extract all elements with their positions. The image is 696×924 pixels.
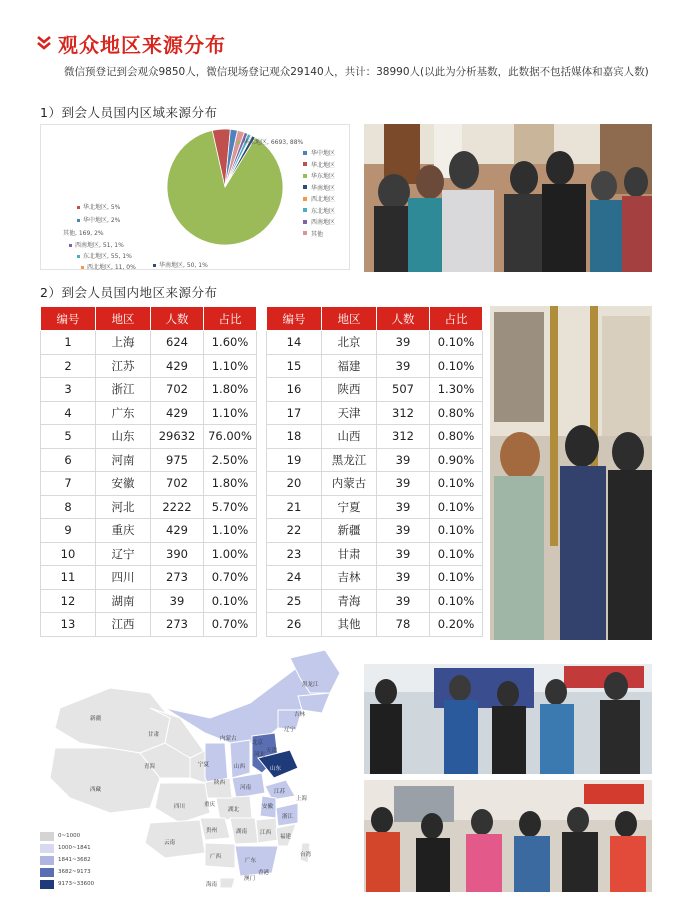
map-legend-swatch (40, 832, 54, 841)
col-header-index: 编号 (267, 307, 322, 331)
pie-label-dongbei: 东北地区, 55, 1% (77, 251, 132, 260)
region-pie-chart (40, 124, 350, 270)
double-chevron-down-icon (36, 35, 52, 51)
pie-label-qita: 其他, 169, 2% (63, 230, 104, 237)
svg-text:天津: 天津 (266, 748, 278, 754)
table-header-row (267, 307, 483, 331)
cell-region: 广东 (96, 401, 151, 425)
col-header-count: 人数 (151, 307, 204, 331)
cell-index: 22 (267, 519, 322, 543)
table-row (41, 495, 257, 519)
legend-swatch (303, 220, 307, 224)
cell-region: 辽宁 (96, 542, 151, 566)
cell-count: 39 (377, 566, 430, 590)
col-header-index: 编号 (41, 307, 96, 331)
cell-share: 1.30% (430, 378, 483, 402)
cell-share: 0.10% (430, 354, 483, 378)
svg-text:贵州: 贵州 (206, 828, 218, 834)
table-row (41, 542, 257, 566)
cell-share: 0.10% (430, 519, 483, 543)
svg-text:青海: 青海 (144, 764, 156, 770)
table-row (267, 401, 483, 425)
table-row (267, 519, 483, 543)
svg-text:浙江: 浙江 (282, 814, 294, 820)
svg-text:山西: 山西 (234, 764, 246, 770)
cell-share: 1.60% (204, 331, 257, 355)
map-legend-label: 1841~3682 (58, 857, 91, 863)
cell-region: 其他 (322, 613, 377, 637)
cell-region: 重庆 (96, 519, 151, 543)
table-row (41, 378, 257, 402)
cell-share: 0.80% (430, 425, 483, 449)
legend-label: 华中地区 (311, 150, 336, 158)
pie-label-dot (81, 266, 84, 269)
cell-share: 0.10% (430, 589, 483, 613)
legend-swatch (303, 208, 307, 212)
table-row (41, 401, 257, 425)
cell-region: 河南 (96, 448, 151, 472)
svg-text:江西: 江西 (260, 830, 272, 836)
map-legend-swatch (40, 856, 54, 865)
pie-svg (41, 125, 301, 271)
cell-count: 39 (151, 589, 204, 613)
cell-share: 1.10% (204, 354, 257, 378)
pie-label-dot (77, 255, 80, 258)
map-legend-swatch (40, 880, 54, 889)
table-row (41, 613, 257, 637)
cell-share: 0.70% (204, 566, 257, 590)
cell-count: 29632 (151, 425, 204, 449)
cell-share: 0.90% (430, 448, 483, 472)
cell-region: 湖南 (96, 589, 151, 613)
cell-index: 23 (267, 542, 322, 566)
map-legend-label: 9173~33600 (58, 881, 95, 887)
col-header-region: 地区 (322, 307, 377, 331)
cell-region: 浙江 (96, 378, 151, 402)
svg-text:新疆: 新疆 (90, 716, 102, 722)
exhibition-photo-4 (364, 780, 652, 892)
cell-count: 39 (377, 472, 430, 496)
cell-region: 黑龙江 (322, 448, 377, 472)
legend-label: 西南地区 (311, 219, 336, 227)
cell-index: 16 (267, 378, 322, 402)
cell-count: 507 (377, 378, 430, 402)
cell-count: 702 (151, 378, 204, 402)
pie-label-dot (153, 264, 156, 267)
cell-count: 702 (151, 472, 204, 496)
legend-swatch (303, 197, 307, 201)
cell-share: 2.50% (204, 448, 257, 472)
cell-count: 429 (151, 519, 204, 543)
svg-text:西藏: 西藏 (90, 787, 102, 793)
table-row (267, 495, 483, 519)
cell-count: 78 (377, 613, 430, 637)
cell-share: 0.10% (430, 542, 483, 566)
cell-count: 429 (151, 401, 204, 425)
exhibition-photo-3 (364, 664, 652, 774)
map-legend-label: 3682~9173 (58, 869, 91, 875)
pie-legend-item (303, 216, 335, 228)
cell-region: 山东 (96, 425, 151, 449)
page-title: 观众地区来源分布 (58, 32, 226, 57)
table-body-left (41, 331, 257, 637)
svg-text:香港: 香港 (258, 870, 270, 876)
table-row (267, 354, 483, 378)
legend-swatch (303, 162, 307, 166)
section-1-title: 1）到会人员国内区域来源分布 (40, 105, 218, 120)
col-header-region: 地区 (96, 307, 151, 331)
svg-text:内蒙古: 内蒙古 (220, 736, 237, 742)
table-body-right (267, 331, 483, 637)
pie-label-dot (77, 219, 80, 222)
map-legend-item (40, 842, 94, 854)
cell-count: 2222 (151, 495, 204, 519)
svg-text:台湾: 台湾 (300, 852, 312, 858)
svg-text:四川: 四川 (174, 804, 186, 810)
cell-index: 24 (267, 566, 322, 590)
cell-count: 39 (377, 448, 430, 472)
svg-text:甘肃: 甘肃 (148, 732, 160, 738)
table-row (267, 542, 483, 566)
col-header-count: 人数 (377, 307, 430, 331)
cell-index: 26 (267, 613, 322, 637)
pie-label-xinan: 西南地区, 51, 1% (69, 240, 124, 249)
cell-index: 25 (267, 589, 322, 613)
table-row (267, 613, 483, 637)
exhibition-photo-2 (490, 306, 652, 640)
cell-share: 76.00% (204, 425, 257, 449)
legend-swatch (303, 151, 307, 155)
svg-text:福建: 福建 (280, 834, 292, 840)
table-row (267, 472, 483, 496)
legend-label: 东北地区 (311, 207, 336, 215)
table-row (267, 331, 483, 355)
pie-legend-item (303, 205, 335, 217)
svg-text:宁夏: 宁夏 (198, 762, 210, 768)
cell-region: 上海 (96, 331, 151, 355)
table-row (41, 566, 257, 590)
cell-index: 14 (267, 331, 322, 355)
region-table-right (266, 306, 483, 637)
svg-text:安徽: 安徽 (262, 804, 274, 810)
cell-count: 273 (151, 613, 204, 637)
table-row (267, 425, 483, 449)
cell-share: 0.10% (204, 589, 257, 613)
svg-text:上海: 上海 (296, 796, 308, 802)
legend-label: 华南地区 (311, 184, 336, 192)
cell-index: 21 (267, 495, 322, 519)
exhibition-photo-1 (364, 124, 652, 272)
pie-label-huanan: 华南地区, 50, 1% (153, 260, 208, 269)
map-legend-swatch (40, 844, 54, 853)
cell-share: 0.10% (430, 331, 483, 355)
cell-share: 0.70% (204, 613, 257, 637)
cell-region: 江苏 (96, 354, 151, 378)
svg-text:辽宁: 辽宁 (284, 727, 296, 733)
cell-index: 19 (267, 448, 322, 472)
pie-legend-item (303, 193, 335, 205)
cell-region: 福建 (322, 354, 377, 378)
svg-text:北京: 北京 (252, 740, 264, 746)
cell-index: 15 (267, 354, 322, 378)
legend-label: 西北地区 (311, 196, 336, 204)
intro-paragraph: 微信预登记到会观众9850人，微信现场登记观众29140人，共计：38990人(以此为分析基数，此数据不包括媒体和嘉宾人数) (64, 66, 649, 78)
section-2-title: 2）到会人员国内地区来源分布 (40, 285, 218, 300)
cell-share: 1.10% (204, 519, 257, 543)
cell-count: 39 (377, 542, 430, 566)
svg-text:江苏: 江苏 (274, 789, 286, 795)
cell-region: 内蒙古 (322, 472, 377, 496)
cell-index: 2 (41, 354, 96, 378)
cell-index: 11 (41, 566, 96, 590)
table-row (41, 425, 257, 449)
cell-share: 0.20% (430, 613, 483, 637)
cell-index: 8 (41, 495, 96, 519)
map-legend (40, 830, 94, 890)
cell-count: 429 (151, 354, 204, 378)
cell-region: 甘肃 (322, 542, 377, 566)
region-table-left (40, 306, 257, 637)
svg-text:重庆: 重庆 (204, 802, 216, 808)
cell-region: 宁夏 (322, 495, 377, 519)
pie-legend-item (303, 147, 335, 159)
legend-label: 华北地区 (311, 161, 336, 169)
pie-label-huadong: 华东地区, 6693, 88% (237, 137, 303, 146)
pie-label-huazhong: 华中地区, 2% (77, 215, 120, 224)
map-legend-swatch (40, 868, 54, 877)
svg-text:吉林: 吉林 (294, 712, 306, 718)
table-row (41, 448, 257, 472)
svg-text:河北: 河北 (254, 752, 266, 758)
map-legend-label: 0~1000 (58, 833, 81, 839)
table-header-row (41, 307, 257, 331)
table-row (267, 589, 483, 613)
cell-region: 山西 (322, 425, 377, 449)
table-row (41, 589, 257, 613)
table-row (267, 378, 483, 402)
section-header (36, 28, 226, 58)
table-row (267, 448, 483, 472)
legend-swatch (303, 231, 307, 235)
svg-text:湖南: 湖南 (236, 829, 248, 835)
cell-index: 9 (41, 519, 96, 543)
cell-index: 17 (267, 401, 322, 425)
col-header-share: 占比 (430, 307, 483, 331)
cell-share: 5.70% (204, 495, 257, 519)
cell-count: 390 (151, 542, 204, 566)
pie-label-dot (237, 141, 240, 144)
svg-text:黑龙江: 黑龙江 (302, 682, 319, 688)
cell-index: 20 (267, 472, 322, 496)
cell-index: 1 (41, 331, 96, 355)
pie-legend-item (303, 228, 335, 240)
cell-count: 975 (151, 448, 204, 472)
pie-label-dot (69, 244, 72, 247)
cell-index: 3 (41, 378, 96, 402)
map-legend-item (40, 854, 94, 866)
svg-text:河南: 河南 (240, 785, 252, 791)
cell-region: 吉林 (322, 566, 377, 590)
svg-text:澳门: 澳门 (244, 876, 256, 882)
cell-region: 天津 (322, 401, 377, 425)
cell-share: 0.10% (430, 495, 483, 519)
cell-share: 1.00% (204, 542, 257, 566)
svg-text:海南: 海南 (206, 882, 218, 888)
legend-swatch (303, 174, 307, 178)
cell-region: 安徽 (96, 472, 151, 496)
cell-count: 39 (377, 589, 430, 613)
cell-index: 10 (41, 542, 96, 566)
legend-label: 华东地区 (311, 173, 336, 181)
cell-index: 4 (41, 401, 96, 425)
cell-share: 1.80% (204, 378, 257, 402)
cell-share: 0.80% (430, 401, 483, 425)
table-row (41, 354, 257, 378)
legend-swatch (303, 185, 307, 189)
cell-region: 青海 (322, 589, 377, 613)
legend-label: 其他 (311, 230, 324, 238)
cell-count: 39 (377, 519, 430, 543)
cell-index: 7 (41, 472, 96, 496)
cell-count: 312 (377, 401, 430, 425)
svg-text:湖北: 湖北 (228, 807, 240, 813)
svg-text:广西: 广西 (210, 854, 222, 860)
col-header-share: 占比 (204, 307, 257, 331)
cell-count: 273 (151, 566, 204, 590)
svg-text:山东: 山东 (270, 766, 282, 772)
table-row (267, 566, 483, 590)
cell-index: 18 (267, 425, 322, 449)
svg-text:陕西: 陕西 (214, 780, 226, 786)
table-row (41, 331, 257, 355)
cell-region: 江西 (96, 613, 151, 637)
cell-count: 39 (377, 331, 430, 355)
pie-legend (303, 147, 335, 239)
cell-region: 北京 (322, 331, 377, 355)
cell-count: 39 (377, 495, 430, 519)
cell-index: 12 (41, 589, 96, 613)
cell-region: 河北 (96, 495, 151, 519)
cell-count: 39 (377, 354, 430, 378)
pie-legend-item (303, 182, 335, 194)
cell-region: 新疆 (322, 519, 377, 543)
pie-label-huabei: 华北地区, 5% (77, 202, 120, 211)
cell-share: 0.10% (430, 566, 483, 590)
pie-legend-item (303, 170, 335, 182)
cell-share: 1.80% (204, 472, 257, 496)
cell-count: 312 (377, 425, 430, 449)
table-row (41, 472, 257, 496)
map-legend-item (40, 830, 94, 842)
cell-region: 陕西 (322, 378, 377, 402)
table-row (41, 519, 257, 543)
map-legend-label: 1000~1841 (58, 845, 91, 851)
cell-index: 13 (41, 613, 96, 637)
svg-text:云南: 云南 (164, 840, 176, 846)
cell-share: 1.10% (204, 401, 257, 425)
cell-index: 6 (41, 448, 96, 472)
pie-label-xibei: 西北地区, 11, 0% (81, 262, 136, 271)
pie-label-dot (77, 206, 80, 209)
cell-index: 5 (41, 425, 96, 449)
cell-share: 0.10% (430, 472, 483, 496)
map-legend-item (40, 878, 94, 890)
cell-region: 四川 (96, 566, 151, 590)
map-legend-item (40, 866, 94, 878)
cell-count: 624 (151, 331, 204, 355)
svg-text:广东: 广东 (245, 858, 257, 864)
pie-legend-item (303, 159, 335, 171)
